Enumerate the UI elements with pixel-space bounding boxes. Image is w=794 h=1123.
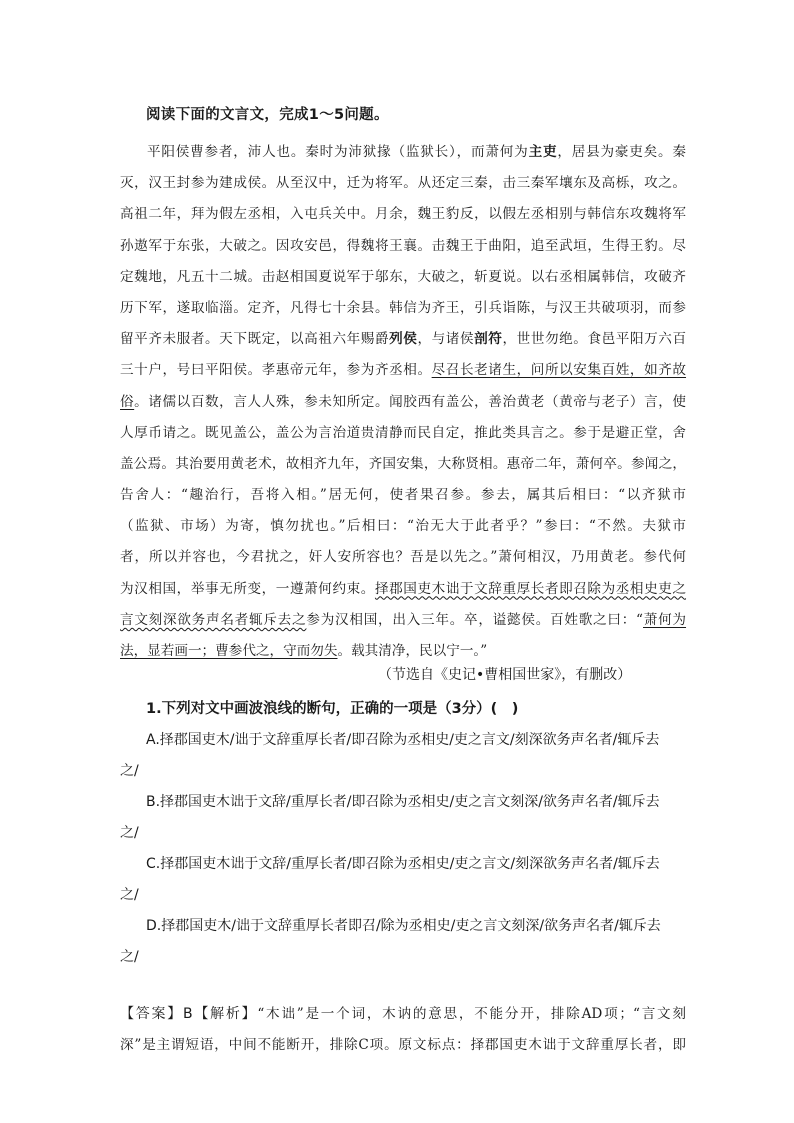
passage-line [120, 296, 686, 327]
option-b[interactable] [120, 790, 686, 852]
reading-instruction: 阅读下面的文言文，完成1～5问题。 [146, 107, 389, 123]
passage-text: 列侯 [389, 331, 418, 348]
passage-text: 历下军，遂取临淄。定齐，凡得七十余县。韩信为齐王，引兵诣陈，与汉王共破项羽，而参 [120, 299, 686, 316]
wavy-underlined-text: 择郡国吏木诎于文辞重厚长者即召除为丞相史吏之 [374, 580, 687, 597]
option-d[interactable] [120, 914, 686, 976]
passage-line [120, 140, 686, 171]
passage-line [120, 171, 686, 202]
passage-text: （监狱、市场）为寄，慎勿扰也。”后相曰：“治无大于此者乎？”参曰：“不然。夫狱市 [120, 518, 686, 535]
passage-text: 人厚币请之。既见盖公，盖公为言治道贵清静而民自定，推此类具言之。参于是避正堂，舍 [120, 424, 686, 441]
option-c[interactable] [120, 852, 686, 914]
passage-line [120, 202, 686, 233]
passage-text: 法，显若画一；曹参代之，守而勿失 [120, 643, 338, 659]
answer-line-2: 深”是主谓短语，中间不能断开，排除C项。原文标点：择郡国吏木诎于文辞重厚长者，即 [120, 1037, 686, 1053]
option-a[interactable] [120, 728, 686, 790]
answer-line-1 [120, 1002, 686, 1033]
passage-text: 参为汉相国，出入三年。卒，谥懿侯。百姓歌之曰：“ [306, 611, 644, 628]
passage-text: 留平齐未服者。天下既定，以高祖六年赐爵 [120, 331, 390, 348]
passage-text: ，与诸侯 [417, 331, 475, 348]
option-b-line1: B.择郡国吏木诎于文辞/重厚长者/即召除为丞相史/吏之言文刻深/欲务声名者/辄斥去 [146, 794, 660, 810]
passage-text: 尽召长老诸生，问所以安集百姓，如齐故 [431, 362, 687, 379]
option-c-line2: 之/ [120, 887, 139, 903]
passage-text: 灭，汉王封参为建成侯。从至汉中，迁为将军。从还定三秦，击三秦军壤东及高栎，攻之。 [120, 175, 686, 192]
passage-line [120, 545, 686, 576]
classical-passage [120, 140, 686, 670]
passage-line [120, 390, 686, 421]
passage-line [120, 514, 686, 545]
passage-text: 。载其清净，民以宁一。” [337, 643, 488, 659]
passage-line [120, 452, 686, 483]
source-citation: （节选自《史记•曹相国世家》，有删改） [378, 667, 632, 683]
option-a-line2: 之/ [120, 763, 139, 779]
option-d-line1: D.择郡国吏木/诎于文辞重厚长者即召/除为丞相史/吏之言文刻深/欲务声名者/辄斥去 [146, 918, 661, 934]
option-c-line1: C.择郡国吏木诎于文辞/重厚长者/即召除为丞相史/吏之言文/刻深欲务声名者/辄斥去 [146, 856, 660, 872]
answer-tag: 【答案】B【解析】 [120, 1006, 258, 1022]
passage-line [120, 265, 686, 296]
passage-line [120, 358, 686, 389]
passage-text: 平阳侯曹参者，沛人也。秦时为沛狱掾（监狱长），而萧何为 [147, 144, 529, 160]
answer-text-1: “木诎”是一个词，木讷的意思，不能分开，排除AD项；“言文刻 [257, 1006, 686, 1022]
passage-text: 主吏 [528, 144, 558, 160]
passage-text: ，居县为豪吏矣。秦 [557, 144, 687, 160]
passage-text: 萧何为 [643, 611, 687, 628]
passage-text: 剖符 [474, 331, 503, 348]
passage-text: 者，所以并容也，今君扰之，奸人安所容也？吾是以先之。”萧何相汉，乃用黄老。参代何 [120, 549, 686, 566]
passage-text: 为汉相国，举事无所变，一遵萧何约束。 [120, 580, 375, 597]
passage-text: 定魏地，凡五十二城。击赵相国夏说军于邬东，大破之，斩夏说。以右丞相属韩信，攻破齐 [120, 268, 686, 285]
passage-line [120, 421, 686, 452]
passage-text: 高祖二年，拜为假左丞相，入屯兵关中。月余，魏王豹反，以假左丞相别与韩信东攻魏将军 [120, 206, 686, 223]
option-a-line1: A.择郡国吏木/诎于文辞重厚长者/即召除为丞相史/吏之言文/刻深欲务声名者/辄斥去 [146, 732, 660, 748]
option-b-line2: 之/ [120, 825, 139, 841]
option-d-line2: 之/ [120, 949, 139, 965]
passage-text: ，世世勿绝。食邑平阳万六百 [502, 331, 687, 348]
wavy-underlined-text: 言文刻深欲务声名者辄斥去之 [120, 611, 307, 628]
passage-line [120, 577, 686, 608]
passage-line [120, 234, 686, 265]
passage-line [120, 608, 686, 639]
passage-text: 三十户，号曰平阳侯。孝惠帝元年，参为齐丞相。 [120, 362, 432, 379]
passage-text: 俗 [120, 393, 135, 410]
passage-line [120, 327, 686, 358]
passage-text: 。诸儒以百数，言人人殊，参未知所定。闻胶西有盖公，善治黄老（黄帝与老子）言，使 [134, 393, 687, 410]
passage-text: 盖公焉。其治要用黄老术，故相齐九年，齐国安集，大称贤相。惠帝二年，萧何卒。参闻之， [120, 455, 686, 472]
answer-explanation [120, 1002, 686, 1064]
passage-line [120, 483, 686, 514]
passage-text: 孙遨军于东张，大破之。因攻安邑，得魏将王襄。击魏王于曲阳，追至武垣，生得王豹。尽 [120, 237, 686, 254]
question-1: 1.下列对文中画波浪线的断句，正确的一项是（3分）( ) [146, 701, 519, 717]
passage-text: 告舍人：“趣治行，吾将入相。”居无何，使者果召参。参去，属其后相曰：“以齐狱市 [120, 487, 686, 504]
